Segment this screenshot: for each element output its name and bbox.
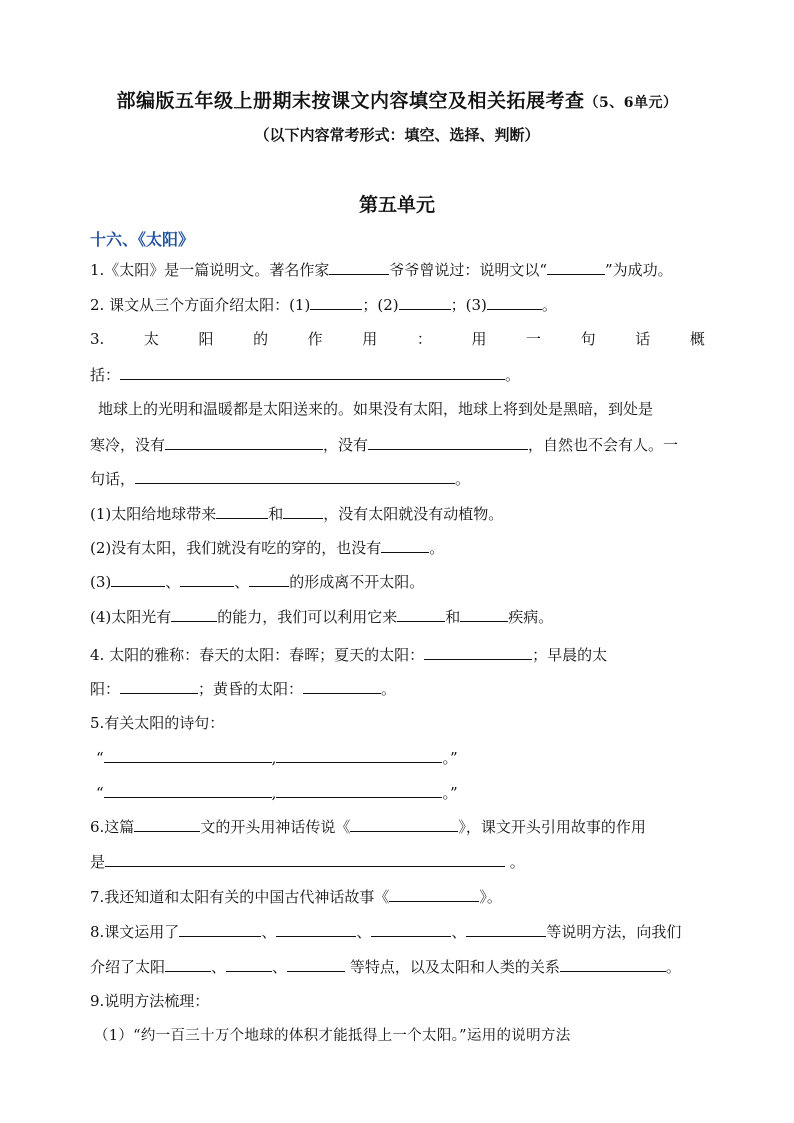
subitem-1 xyxy=(90,503,705,524)
q6-text-c: 》，课文开头引用故事的作用 xyxy=(458,818,646,836)
question-4-line-1 xyxy=(90,644,705,665)
s4-blank-1[interactable] xyxy=(171,606,217,622)
q3-char: 太 xyxy=(143,330,159,348)
s2-blank[interactable] xyxy=(381,537,429,553)
q8-text-d: 等特点，以及太阳和人类的关系 xyxy=(349,958,560,976)
s3-text-a: (3) xyxy=(90,573,112,591)
q6-text-a: 6.这篇 xyxy=(90,818,135,836)
q3-char: 句 xyxy=(580,330,596,348)
q8-blank-3[interactable] xyxy=(371,921,451,937)
q3-char: 3. xyxy=(90,330,105,348)
question-4-line-2 xyxy=(90,678,705,699)
para-blank-3[interactable] xyxy=(135,468,455,484)
s4-text-c: 和 xyxy=(445,608,461,626)
q3-char: ： xyxy=(416,330,432,348)
title-text: 部编版五年级上册期末按课文内容填空及相关拓展考查 xyxy=(116,90,585,112)
q2-blank-2[interactable] xyxy=(399,294,451,310)
s4-text-a: (4)太阳光有 xyxy=(90,608,172,626)
q2-end: 。 xyxy=(541,296,557,314)
q4-blank-dusk[interactable] xyxy=(303,678,381,694)
question-6-line-1 xyxy=(90,816,705,837)
q8-text-a: 8.课文运用了 xyxy=(90,923,180,941)
q1-text-a: 1.《太阳》是一篇说明文。著名作家 xyxy=(90,261,330,279)
q8-end: 。 xyxy=(665,958,681,976)
subitem-2 xyxy=(90,537,705,558)
poem-blank-2a[interactable] xyxy=(104,782,272,798)
q8-text-b: 等说明方法，向我们 xyxy=(546,923,682,941)
q3-char: 概 xyxy=(689,330,705,348)
s1-blank-2[interactable] xyxy=(283,503,323,519)
q6-blank-purpose[interactable] xyxy=(105,851,505,867)
q4-blank-summer[interactable] xyxy=(424,644,532,660)
s3-blank-2[interactable] xyxy=(180,571,234,587)
q3-char: 用 xyxy=(471,330,487,348)
s3-blank-1[interactable] xyxy=(111,571,165,587)
s2-end: 。 xyxy=(429,539,445,557)
q4-text-c: 阳： xyxy=(90,680,121,698)
poem-comma: , xyxy=(271,784,277,802)
poem-close: 。” xyxy=(442,749,458,767)
poem-open: “ xyxy=(96,749,104,767)
q8-blank-6[interactable] xyxy=(226,956,272,972)
paragraph-line-3 xyxy=(90,468,705,489)
q7-end: 》。 xyxy=(479,888,502,906)
s4-blank-2[interactable] xyxy=(397,606,445,622)
poem-open: “ xyxy=(96,784,104,802)
question-8-line-1 xyxy=(90,921,705,942)
s1-text-a: (1)太阳给地球带来 xyxy=(90,505,217,523)
para-end: 。 xyxy=(455,470,471,488)
q3-char: 话 xyxy=(635,330,651,348)
para-blank-1[interactable] xyxy=(165,434,323,450)
poem-blank-1a[interactable] xyxy=(104,747,272,763)
para-text-b: ，没有 xyxy=(323,436,369,454)
s3-blank-3[interactable] xyxy=(249,571,289,587)
q3-char: 的 xyxy=(253,330,269,348)
q1-text-c: ”为成功。 xyxy=(605,261,673,279)
q8-sep: 、 xyxy=(272,958,288,976)
q3-char: 一 xyxy=(526,330,542,348)
q8-blank-4[interactable] xyxy=(466,921,546,937)
q3-blank-summary[interactable] xyxy=(120,364,505,380)
s3-text-b: 的形成离不开太阳。 xyxy=(289,573,425,591)
q4-end: 。 xyxy=(381,680,397,698)
q4-blank-morning[interactable] xyxy=(120,678,198,694)
q6-end: 。 xyxy=(509,853,525,871)
s1-text-b: 和 xyxy=(268,505,284,523)
para-text-c: ，自然也不会有人。一 xyxy=(528,436,679,454)
q3-end: 。 xyxy=(505,366,521,384)
s1-text-c: ，没有太阳就没有动植物。 xyxy=(323,505,504,523)
para-blank-2[interactable] xyxy=(368,434,528,450)
q6-text-d: 是 xyxy=(90,853,106,871)
para-text-d: 句话， xyxy=(90,470,136,488)
q7-blank-story[interactable] xyxy=(389,886,479,902)
paragraph-line-1: 地球上的光明和温暖都是太阳送来的。如果没有太阳，地球上将到处是黑暗，到处是 xyxy=(98,400,654,418)
q8-sep: 、 xyxy=(211,958,227,976)
q8-blank-2[interactable] xyxy=(276,921,356,937)
s4-blank-3[interactable] xyxy=(460,606,508,622)
q3-text-b: 括： xyxy=(90,366,121,384)
q2-sep-1: ；(2) xyxy=(362,296,399,314)
q1-blank-success[interactable] xyxy=(547,259,605,275)
worksheet-subtitle: （以下内容常考形式：填空、选择、判断） xyxy=(254,126,540,144)
para-text-a: 寒冷，没有 xyxy=(90,436,166,454)
worksheet-title xyxy=(0,86,794,113)
q2-text-a: 2. 课文从三个方面介绍太阳：(1) xyxy=(90,296,311,314)
question-5: 5.有关太阳的诗句： xyxy=(90,714,225,732)
q8-sep: 、 xyxy=(451,923,467,941)
q8-sep: 、 xyxy=(261,923,277,941)
q2-blank-3[interactable] xyxy=(487,294,542,310)
s4-text-d: 疾病。 xyxy=(508,608,554,626)
question-6-line-2 xyxy=(90,851,705,872)
s4-text-b: 的能力，我们可以利用它来 xyxy=(217,608,398,626)
title-suffix: （5、6单元） xyxy=(584,95,678,111)
q4-text-a: 4. 太阳的雅称：春天的太阳：春晖；夏天的太阳： xyxy=(90,646,425,664)
q3-char: 用 xyxy=(362,330,378,348)
q1-text-b: 爷爷曾说过：说明文以“ xyxy=(389,261,547,279)
q3-char: 阳 xyxy=(198,330,214,348)
poem-blank-1b[interactable] xyxy=(276,747,442,763)
q7-text-a: 7.我还知道和太阳有关的中国古代神话故事《 xyxy=(90,888,390,906)
unit-heading: 第五单元 xyxy=(358,194,435,216)
q8-sep: 、 xyxy=(356,923,372,941)
q6-text-b: 文的开头用神话传说《 xyxy=(200,818,351,836)
q8-text-c: 介绍了太阳 xyxy=(90,958,166,976)
question-3-line-2 xyxy=(90,364,705,385)
q6-blank-myth[interactable] xyxy=(350,816,458,832)
poem-blank-2b[interactable] xyxy=(276,782,442,798)
question-2 xyxy=(90,294,705,315)
q8-blank-1[interactable] xyxy=(179,921,261,937)
poem-line-2 xyxy=(96,782,711,803)
s1-blank-1[interactable] xyxy=(216,503,268,519)
subitem-4 xyxy=(90,606,705,627)
question-9: 9.说明方法梳理： xyxy=(90,992,210,1010)
q2-sep-2: ；(3) xyxy=(450,296,487,314)
poem-comma: , xyxy=(271,749,277,767)
lesson-heading: 十六、《太阳》 xyxy=(90,230,195,249)
question-7 xyxy=(90,886,705,907)
poem-close: 。” xyxy=(442,784,458,802)
paragraph-line-2 xyxy=(90,434,705,455)
s2-text-a: (2)没有太阳，我们就没有吃的穿的，也没有 xyxy=(90,539,382,557)
question-1 xyxy=(90,259,705,280)
q1-blank-author[interactable] xyxy=(329,259,389,275)
question-9-item-1: （1）“约一百三十万个地球的体积才能抵得上一个太阳。”运用的说明方法 xyxy=(94,1028,571,1044)
subitem-3: (3) 、 、 的形成离不开太阳。 xyxy=(90,573,425,591)
q3-char: 作 xyxy=(307,330,323,348)
poem-line-1 xyxy=(96,747,711,768)
q8-blank-7[interactable] xyxy=(287,956,345,972)
question-3-line-1 xyxy=(90,329,705,349)
q8-blank-5[interactable] xyxy=(165,956,211,972)
question-8-line-2 xyxy=(90,956,705,977)
q8-blank-relation[interactable] xyxy=(560,956,666,972)
q2-blank-1[interactable] xyxy=(310,294,362,310)
q6-blank-type[interactable] xyxy=(134,816,200,832)
q4-text-d: ；黄昏的太阳： xyxy=(198,680,304,698)
q4-text-b: ；早晨的太 xyxy=(532,646,608,664)
